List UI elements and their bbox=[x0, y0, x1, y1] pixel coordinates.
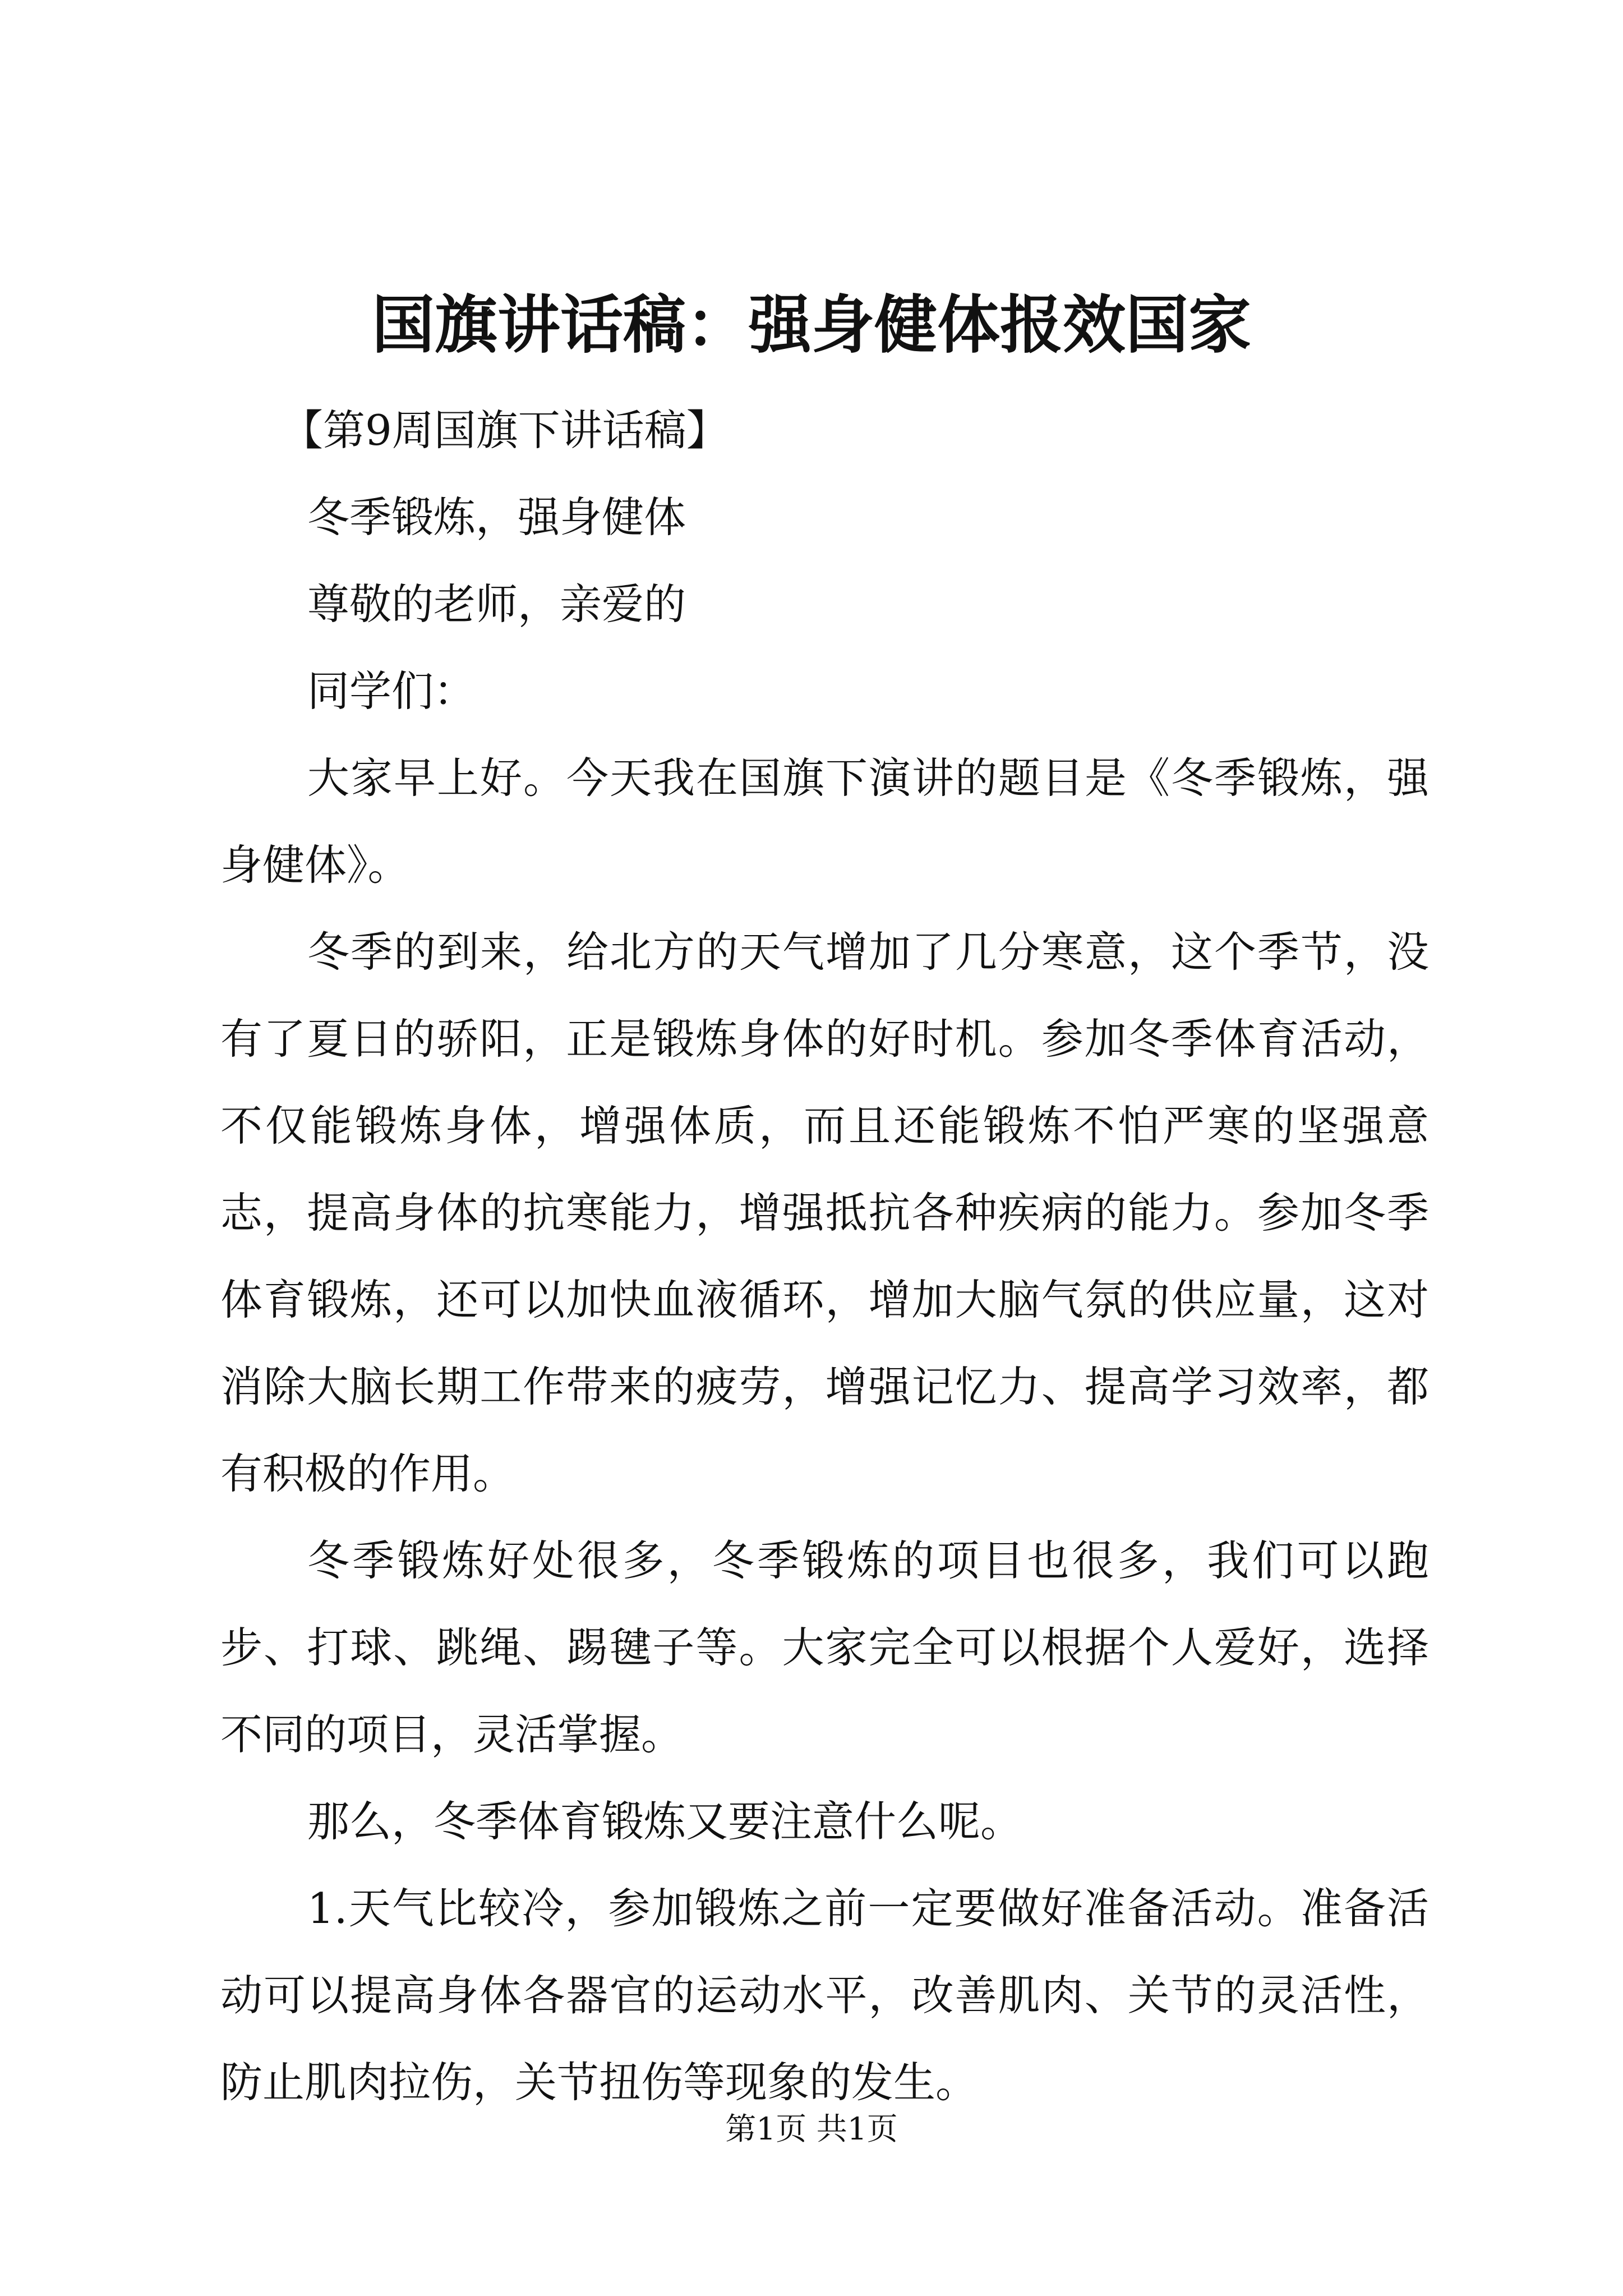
paragraph-question: 那么，冬季体育锻炼又要注意什么呢。 bbox=[307, 1797, 1023, 1846]
document-title: 国旗讲话稿：强身健体报效国家 bbox=[372, 288, 1251, 362]
document-body bbox=[220, 387, 1429, 2126]
paragraph-salutation-2: 同学们： bbox=[307, 666, 476, 716]
paragraph-greeting: 大家早上好。今天我在国旗下演讲的题目是《冬季锻炼，强身健体》。 bbox=[220, 753, 1429, 890]
paragraph-salutation-1: 尊敬的老师，亲爱的 bbox=[307, 579, 686, 629]
paragraph-point-1: 1.天气比较冷，参加锻炼之前一定要做好准备活动。准备活动可以提高身体各器官的运动水平，改善肌肉、关节的灵活性，防止肌肉拉伤，关节扭伤等现象的发生。 bbox=[220, 1884, 1429, 2107]
paragraph-week-heading: 【第9周国旗下讲话稿】 bbox=[281, 406, 728, 455]
paragraph-exercise-items: 冬季锻炼好处很多，冬季锻炼的项目也很多，我们可以跑步、打球、跳绳、踢毽子等。大家完全可以根据个人爱好，选择不同的项目，灵活掌握。 bbox=[220, 1536, 1429, 1759]
page-footer: 第1页 共1页 bbox=[725, 2111, 898, 2147]
paragraph-speech-title: 冬季锻炼，强身健体 bbox=[307, 493, 686, 542]
paragraph-winter-benefits: 冬季的到来，给北方的天气增加了几分寒意，这个季节，没有了夏日的骄阳，正是锻炼身体的好时机。参加冬季体育活动，不仅能锻炼身体，增强体质，而且还能锻炼不怕严寒的坚强意志，提高身体的抗寒能力，增强抵抗各种疾病的能力。参加冬季体育锻炼，还可以加快血液循环，增加大脑气氛的供应量，这对消除大脑长期工作带来的疲劳，增强记忆力、提高学习效率，都有积极的作用。 bbox=[220, 927, 1429, 1498]
